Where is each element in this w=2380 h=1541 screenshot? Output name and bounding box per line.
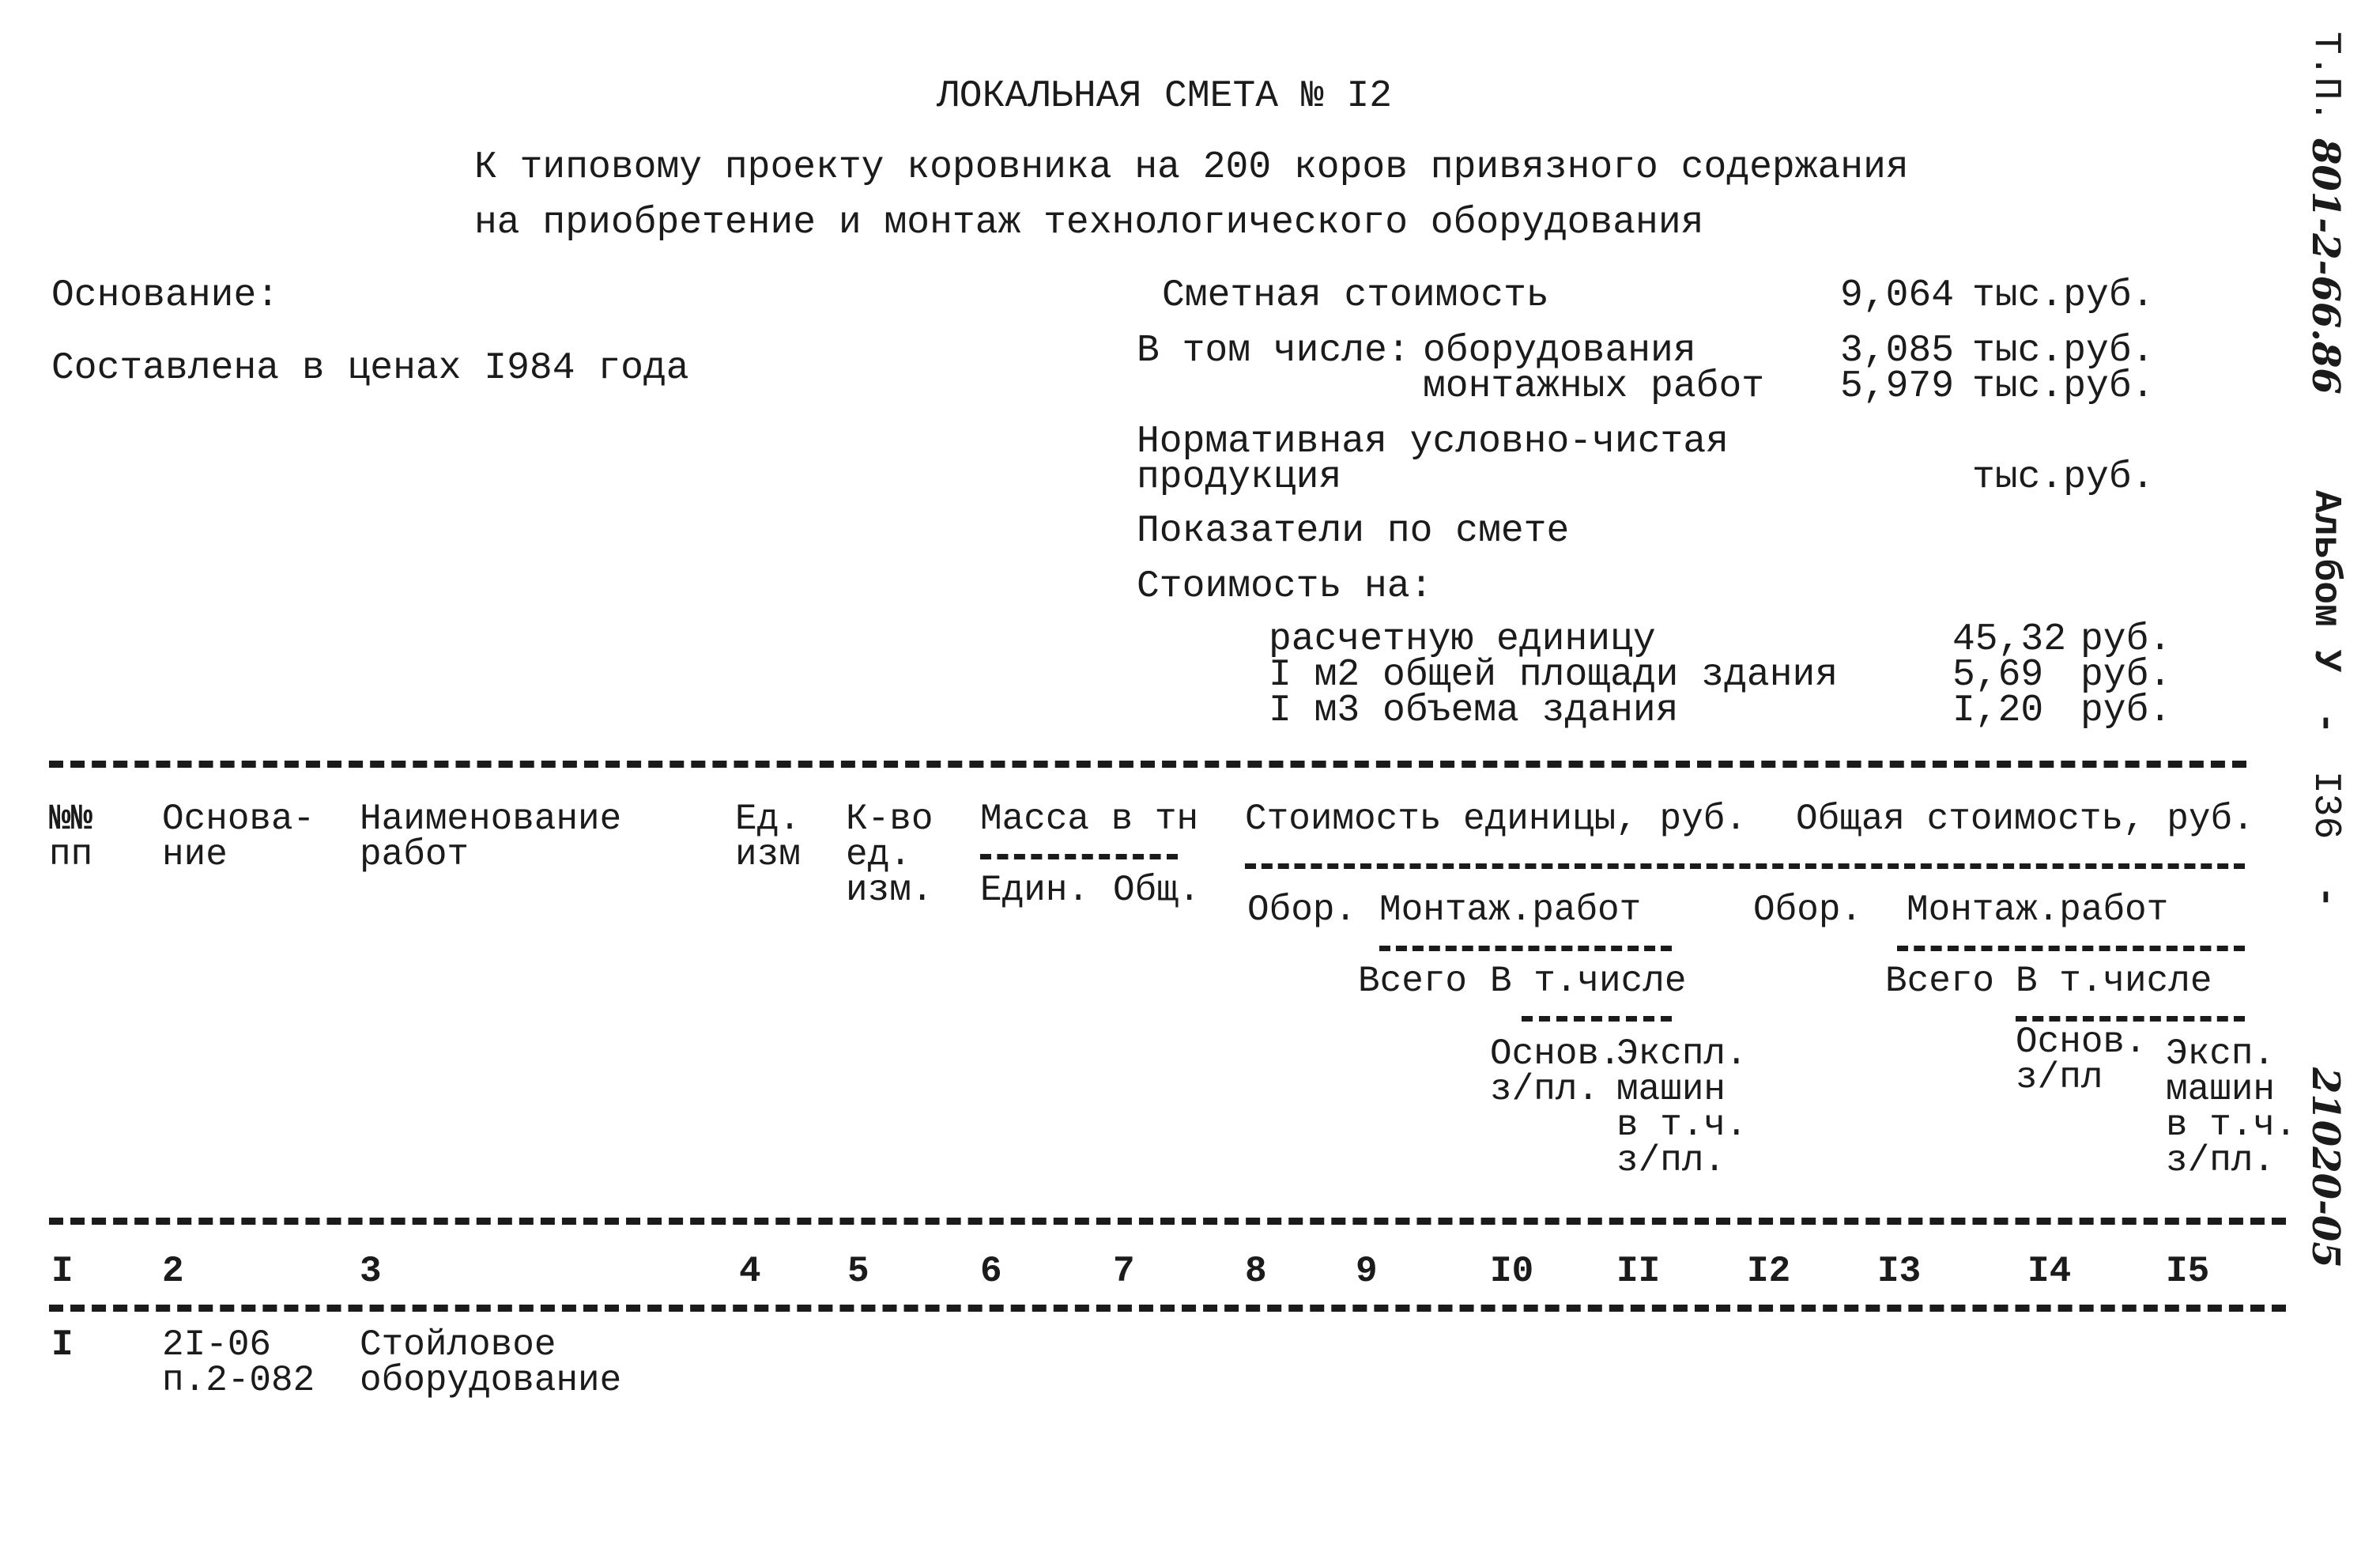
col-mass-header: Масса в тн — [980, 799, 1199, 840]
col-number-3: 3 — [360, 1251, 382, 1292]
unit-basic-wage-2: з/пл. — [1490, 1069, 1600, 1110]
per-unit-value: 45,32 — [1952, 618, 2067, 661]
col-num-header-2: пп — [49, 834, 93, 875]
col-number-9: 9 — [1356, 1251, 1378, 1292]
normative-line-2: продукция — [1137, 456, 1342, 499]
row-1-name-1: Стойловое — [360, 1324, 556, 1365]
per-m2-label: I м2 общей площади здания — [1269, 654, 1839, 697]
col-number-10: I0 — [1490, 1251, 1534, 1292]
unit-install-header: Монтаж.работ — [1379, 889, 1642, 931]
subtitle-line-2: на приобретение и монтаж технологического оборудования — [474, 202, 1704, 244]
col-number-11: II — [1616, 1251, 1661, 1292]
per-m3-label: I м3 объема здания — [1269, 689, 1679, 732]
per-unit-rub: руб. — [2080, 618, 2172, 661]
column-numbers-bottom-rule — [49, 1305, 2286, 1312]
total-machines-2: машин — [2166, 1069, 2276, 1110]
total-cost-header: Общая стоимость, руб. — [1796, 799, 2254, 840]
basis-label: Основание: — [51, 274, 280, 317]
margin-project-prefix: Т.П. — [2304, 32, 2347, 123]
margin-code: 21020-05 — [2303, 1067, 2348, 1268]
indicators-label: Показатели по смете — [1137, 510, 1570, 553]
col-number-4: 4 — [739, 1251, 761, 1292]
col-name-header-2: работ — [360, 834, 470, 875]
unit-install-rule — [1379, 946, 1672, 951]
col-basis-header-1: Основа- — [162, 799, 315, 840]
col-number-7: 7 — [1113, 1251, 1135, 1292]
equipment-value: 3,085 — [1840, 330, 1955, 372]
margin-page: I36 — [2304, 771, 2347, 840]
col-unit-header-2: изм — [735, 834, 801, 875]
unit-cost-header: Стоимость единицы, руб. — [1245, 799, 1747, 840]
total-basic-wage-2: з/пл — [2016, 1057, 2103, 1098]
total-basic-wage-1: Основ. — [2016, 1022, 2147, 1063]
unit-total-header: Всего — [1358, 961, 1468, 1002]
cost-header-rule — [1245, 863, 2245, 869]
col-number-8: 8 — [1245, 1251, 1267, 1292]
estimated-cost-unit: тыс.руб. — [1972, 274, 2155, 317]
total-equip-header: Обор. — [1753, 889, 1863, 931]
row-1-num: I — [51, 1324, 74, 1365]
total-total-header: Всего — [1885, 961, 1995, 1002]
row-1-basis-2: п.2-082 — [162, 1360, 315, 1401]
total-machines-1: Эксп. — [2166, 1033, 2276, 1075]
col-number-15: I5 — [2166, 1251, 2210, 1292]
col-basis-header-2: ние — [162, 834, 228, 875]
normative-line-1: Нормативная условно-чистая — [1137, 421, 1729, 463]
col-number-1: I — [51, 1251, 74, 1292]
total-incl-rule — [2016, 1016, 2245, 1022]
col-num-header-1: №№ — [49, 799, 93, 840]
unit-machines-3: в т.ч. — [1616, 1105, 1748, 1146]
unit-machines-1: Экспл. — [1616, 1033, 1748, 1075]
col-qty-header-2: ед. — [846, 834, 911, 875]
col-name-header-1: Наименование — [360, 799, 622, 840]
col-qty-header-1: К-во — [846, 799, 934, 840]
cost-on-label: Стоимость на: — [1137, 565, 1433, 608]
row-1-basis-1: 2I-06 — [162, 1324, 272, 1365]
document-title: ЛОКАЛЬНАЯ СМЕТА № I2 — [937, 75, 1393, 118]
per-m2-rub: руб. — [2080, 654, 2172, 697]
col-number-13: I3 — [1877, 1251, 1922, 1292]
margin-album: Альбом У — [2304, 490, 2347, 673]
total-install-rule — [1897, 946, 2245, 951]
unit-incl-header: В т.числе — [1490, 961, 1687, 1002]
col-number-5: 5 — [847, 1251, 869, 1292]
unit-machines-2: машин — [1616, 1069, 1726, 1110]
estimated-cost-label: Сметная стоимость — [1162, 274, 1549, 317]
normative-unit: тыс.руб. — [1972, 456, 2155, 499]
prices-note: Составлена в ценах I984 года — [51, 347, 689, 390]
equipment-unit: тыс.руб. — [1972, 330, 2155, 372]
column-numbers-top-rule — [49, 1218, 2286, 1225]
col-number-2: 2 — [162, 1251, 184, 1292]
total-machines-3: в т.ч. — [2166, 1105, 2297, 1146]
total-install-header: Монтаж.работ — [1907, 889, 2169, 931]
including-label: В том числе: — [1137, 330, 1410, 372]
col-qty-header-3: изм. — [846, 870, 934, 911]
margin-project-number: 801-2-66.86 — [2303, 138, 2348, 395]
col-mass-unit-header: Един. — [980, 870, 1090, 911]
unit-equip-header: Обор. — [1247, 889, 1357, 931]
col-unit-header-1: Ед. — [735, 799, 801, 840]
per-m2-value: 5,69 — [1952, 654, 2044, 697]
installation-label: монтажных работ — [1423, 365, 1765, 408]
row-1-name-2: оборудование — [360, 1360, 622, 1401]
per-m3-value: I,20 — [1952, 689, 2044, 732]
installation-unit: тыс.руб. — [1972, 365, 2155, 408]
subtitle-line-1: К типовому проекту коровника на 200 коров привязного содержания — [474, 146, 1909, 189]
estimated-cost-value: 9,064 — [1840, 274, 1955, 317]
unit-basic-wage-1: Основ. — [1490, 1033, 1621, 1075]
total-incl-header: В т.числе — [2016, 961, 2212, 1002]
equipment-label: оборудования — [1423, 330, 1696, 372]
per-m3-rub: руб. — [2080, 689, 2172, 732]
mass-rule — [980, 854, 1178, 859]
installation-value: 5,979 — [1840, 365, 1955, 408]
total-machines-4: з/пл. — [2166, 1140, 2276, 1181]
col-number-14: I4 — [2027, 1251, 2072, 1292]
col-mass-total-header: Общ. — [1113, 870, 1201, 911]
col-number-12: I2 — [1747, 1251, 1791, 1292]
table-top-rule — [49, 761, 2246, 768]
margin-dash-2: - — [2304, 886, 2347, 908]
margin-dash-1: - — [2304, 712, 2347, 735]
col-number-6: 6 — [980, 1251, 1002, 1292]
unit-machines-4: з/пл. — [1616, 1140, 1726, 1181]
per-unit-label: расчетную единицу — [1269, 618, 1656, 661]
unit-incl-rule — [1522, 1016, 1672, 1022]
